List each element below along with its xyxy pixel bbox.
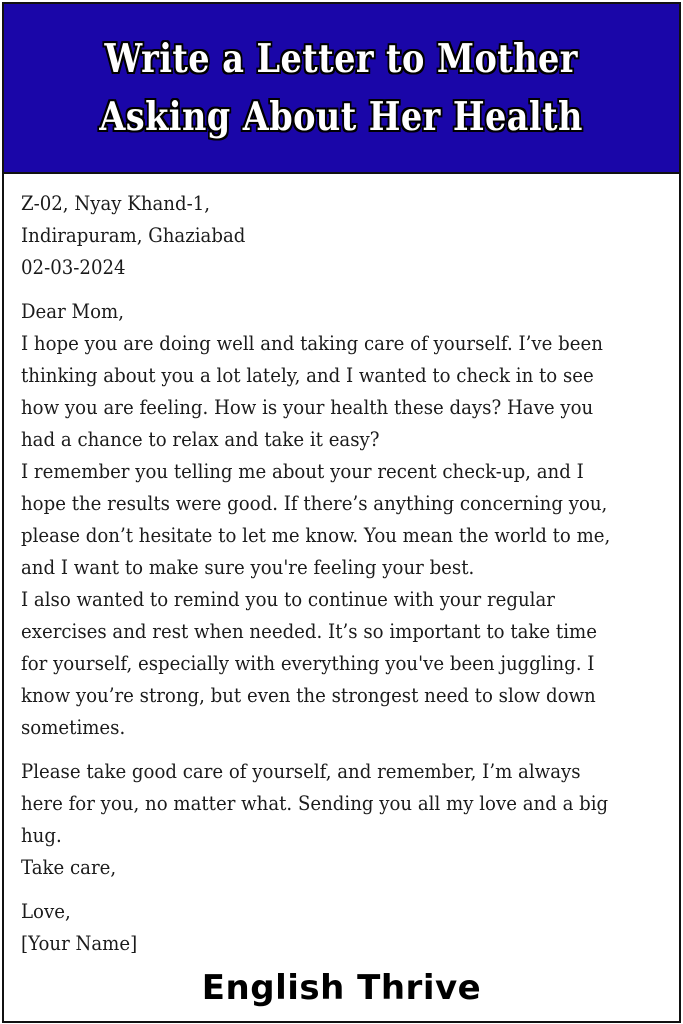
paragraph-line: had a chance to relax and take it easy?: [21, 428, 380, 451]
paragraph-3: [21, 584, 666, 744]
paragraph-line: for yourself, especially with everything you've been juggling. I: [21, 652, 595, 675]
letter-card: [2, 2, 681, 1023]
spacer: [21, 284, 666, 296]
paragraph-4: [21, 756, 666, 852]
paragraph-line: I remember you telling me about your recent check-up, and I: [21, 460, 584, 483]
paragraph-line: know you’re strong, but even the strongest need to slow down: [21, 684, 596, 707]
paragraph-line: thinking about you a lot lately, and I wanted to check in to see: [21, 364, 594, 387]
address-line-1: Z-02, Nyay Khand-1,: [21, 192, 211, 215]
paragraph-line: Please take good care of yourself, and remember, I’m always: [21, 760, 581, 783]
title-banner: [4, 4, 679, 174]
paragraph-line: I also wanted to remind you to continue with your regular: [21, 588, 555, 611]
paragraph-line: hope the results were good. If there’s anything concerning you,: [21, 492, 608, 515]
salutation: Dear Mom,: [21, 300, 124, 323]
paragraph-line: and I want to make sure you're feeling your best.: [21, 556, 475, 579]
sender-address: [21, 188, 666, 284]
spacer: [21, 744, 666, 756]
signoff: Love,: [21, 900, 71, 923]
paragraph-line: exercises and rest when needed. It’s so important to take time: [21, 620, 597, 643]
closing: Take care,: [21, 856, 117, 879]
paragraph-2: [21, 456, 666, 584]
paragraph-line: hug.: [21, 824, 62, 847]
paragraph-line: please don’t hesitate to let me know. You mean the world to me,: [21, 524, 611, 547]
paragraph-line: sometimes.: [21, 716, 126, 739]
brand-watermark: English Thrive: [201, 968, 482, 1008]
letter-date: 02-03-2024: [21, 256, 126, 279]
paragraph-line: I hope you are doing well and taking care of yourself. I’ve been: [21, 332, 603, 355]
spacer: [21, 884, 666, 896]
paragraph-line: here for you, no matter what. Sending you all my love and a big: [21, 792, 609, 815]
title-line-2: Asking About Her Health: [99, 94, 584, 140]
paragraph-1: [21, 328, 666, 456]
title-line-1: Write a Letter to Mother: [104, 36, 579, 82]
address-line-2: Indirapuram, Ghaziabad: [21, 224, 246, 247]
signature: [Your Name]: [21, 932, 138, 955]
letter-body: [21, 188, 666, 960]
paragraph-line: how you are feeling. How is your health these days? Have you: [21, 396, 594, 419]
